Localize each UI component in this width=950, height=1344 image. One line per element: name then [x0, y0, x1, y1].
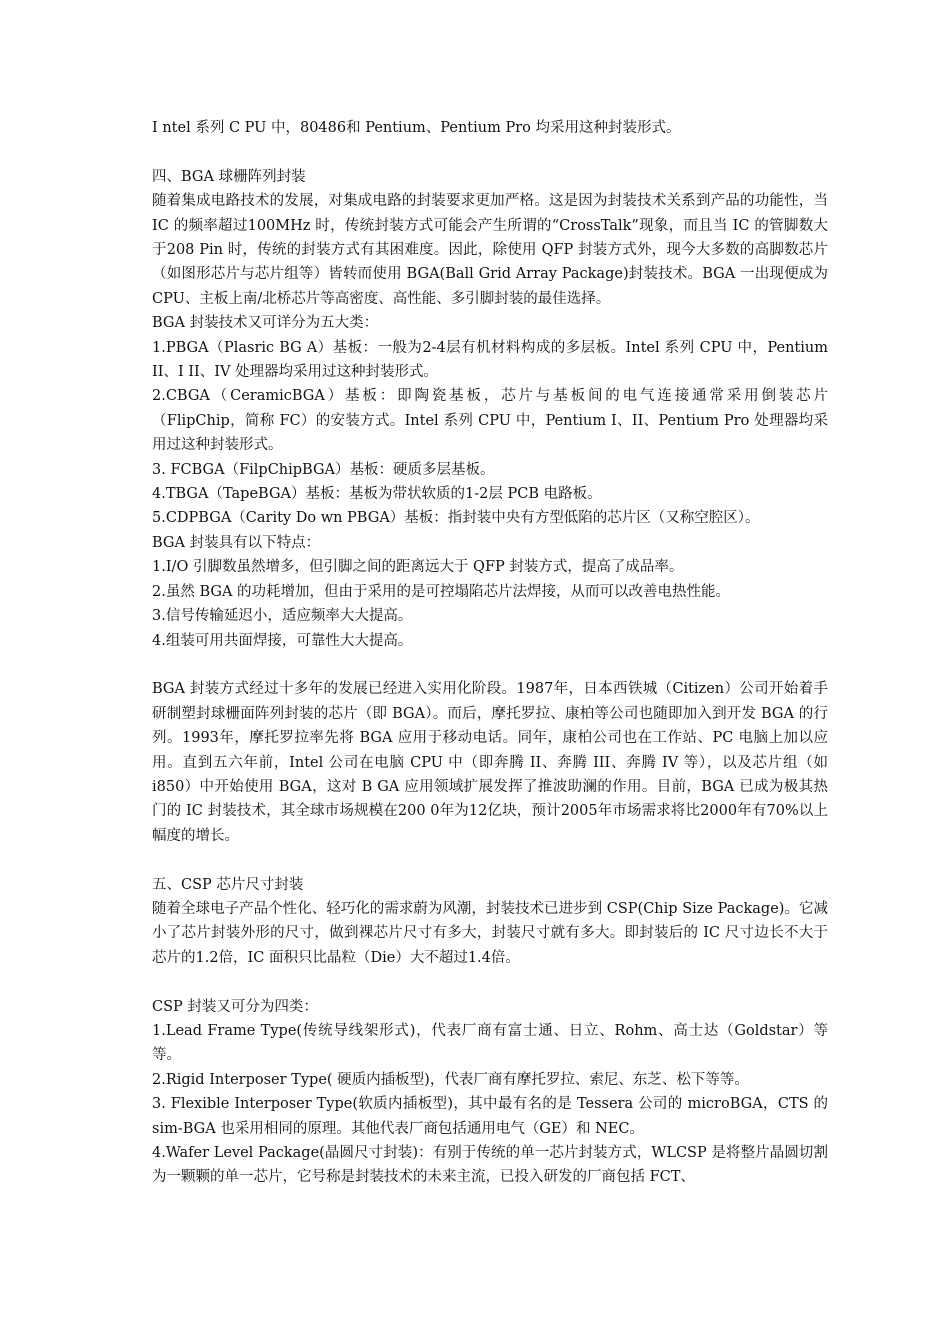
paragraph: 1.PBGA（Plasric BG A）基板：一般为2-4层有机材料构成的多层板。Intel 系列 CPU 中，Pentium II、I II、IV 处理器均采用过这种封装形式。: [152, 339, 828, 381]
paragraph: 3. Flexible Interposer Type(软质内插板型)，其中最有名的是 Tessera 公司的 microBGA，CTS 的 sim-BGA 也采用相同的原理。其他代表厂商包括通用电气（GE）和 NEC。: [152, 1096, 828, 1137]
paragraph: 四、BGA 球栅阵列封装: [152, 168, 306, 185]
paragraph: 2.Rigid Interposer Type( 硬质内插板型)，代表厂商有摩托罗拉、索尼、东芝、松下等等。: [152, 1071, 749, 1088]
paragraph: 4.TBGA（TapeBGA）基板：基板为带状软质的1-2层 PCB 电路板。: [152, 486, 602, 503]
paragraph: I ntel 系列 C PU 中，80486和 Pentium、Pentium Pro 均采用这种封装形式。: [152, 120, 681, 136]
paragraph: 3.信号传输延迟小，适应频率大大提高。: [152, 608, 413, 625]
paragraph: 随着集成电路技术的发展，对集成电路的封装要求更加严格。这是因为封装技术关系到产品的功能性，当 IC 的频率超过100MHz 时，传统封装方式可能会产生所谓的“CrossTalk”现象，而且当 IC 的管脚数大于208 Pin 时，传统的封装方式有其困难度。因此，除使用 QFP 封装方式外，现今大多数的高脚数芯片（如图形芯片与芯片组等）皆转而使用 BGA(Ball Grid Array Package)封装技术。BGA 一出现便成为 CPU、主板上南/北桥芯片等高密度、高性能、多引脚封装的最佳选择。: [152, 193, 828, 307]
paragraph-spacer: [152, 970, 828, 994]
paragraph: 2.虽然 BGA 的功耗增加，但由于采用的是可控塌陷芯片法焊接，从而可以改善电热性能。: [152, 583, 731, 600]
paragraph: 2.CBGA（CeramicBGA）基板：即陶瓷基板，芯片与基板间的电气连接通常采用倒装芯片（FlipChip，简称 FC）的安装方式。Intel 系列 CPU 中，Pentium I、II、Pentium Pro 处理器均采用过这种封装形式。: [152, 388, 828, 454]
paragraph: 随着全球电子产品个性化、轻巧化的需求蔚为风潮，封装技术已进步到 CSP(Chip Size Package)。它减小了芯片封装外形的尺寸，做到裸芯片尺寸有多大，封装尺寸就有多大。即封装后的 IC 尺寸边长不大于芯片的1.2倍，IC 面积只比晶粒（Die）大不超过1.4倍。: [152, 900, 828, 966]
paragraph: 1.I/O 引脚数虽然增多，但引脚之间的距离远大于 QFP 封装方式，提高了成品率。: [152, 559, 684, 576]
paragraph: 1.Lead Frame Type(传统导线架形式)，代表厂商有富士通、日立、Rohm、高士达（Goldstar）等等。: [152, 1022, 828, 1064]
paragraph: 5.CDPBGA（Carity Do wn PBGA）基板：指封装中央有方型低陷的芯片区（又称空腔区）。: [152, 510, 760, 527]
paragraph: BGA 封装技术又可详分为五大类：: [152, 315, 379, 332]
paragraph: 4.组装可用共面焊接，可靠性大大提高。: [152, 632, 413, 649]
paragraph-spacer: [152, 653, 828, 677]
document-body: [152, 116, 828, 1190]
paragraph: BGA 封装方式经过十多年的发展已经进入实用化阶段。1987年，日本西铁城（Citizen）公司开始着手研制塑封球栅面阵列封装的芯片（即 BGA）。而后，摩托罗拉、康柏等公司也随即加入到开发 BGA 的行列。1993年，摩托罗拉率先将 BGA 应用于移动电话。同年，康柏公司也在工作站、PC 电脑上加以应用。直到五六年前，Intel 公司在电脑 CPU 中（即奔腾 II、奔腾 III、奔腾 IV 等），以及芯片组（如 i850）中开始使用 BGA，这对 B GA 应用领域扩展发挥了推波助澜的作用。目前，BGA 已成为极其热门的 IC 封装技术，其全球市场规模在200 0年为12亿块，预计2005年市场需求将比2000年有70%以上幅度的增长。: [152, 681, 828, 844]
paragraph: BGA 封装具有以下特点：: [152, 534, 321, 551]
paragraph: 3. FCBGA（FilpChipBGA）基板：硬质多层基板。: [152, 461, 495, 478]
paragraph-spacer: [152, 140, 828, 164]
paragraph: CSP 封装又可分为四类：: [152, 998, 318, 1015]
paragraph-spacer: [152, 848, 828, 872]
paragraph: 五、CSP 芯片尺寸封装: [152, 876, 304, 893]
paragraph: 4.Wafer Level Package(晶圆尺寸封装)：有别于传统的单一芯片封装方式，WLCSP 是将整片晶圆切割为一颗颗的单一芯片，它号称是封装技术的未来主流，已投入研发的厂商包括 FCT、: [152, 1145, 828, 1186]
